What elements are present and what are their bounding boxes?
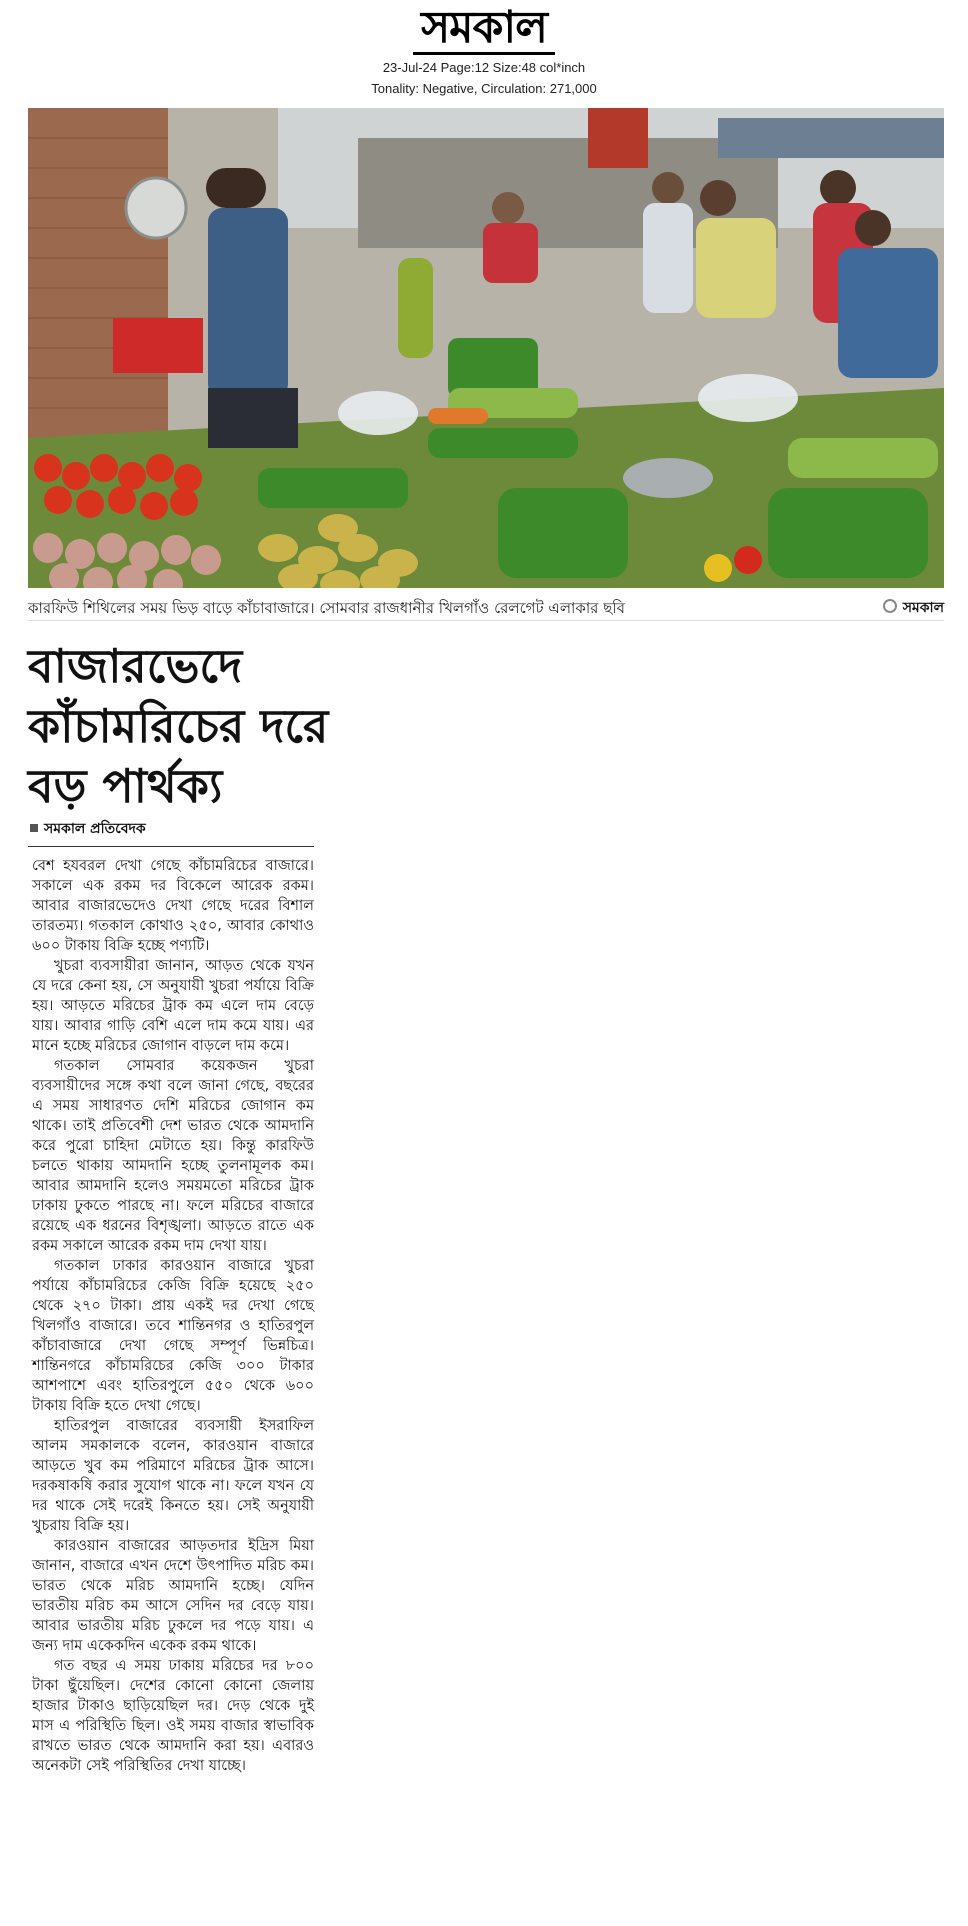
headline	[28, 636, 368, 816]
article-body	[32, 856, 314, 1776]
article-paragraph: খুচরা ব্যবসায়ীরা জানান, আড়ত থেকে যখন যে দরে কেনা হয়, সে অনুযায়ী খুচরা পর্যায়ে বিক্রি হয়। আড়তে মরিচের ট্রাক কম এলে দাম বেড়ে যায়। আবার গাড়ি বেশি এলে দাম কমে যায়। এর মানে হচ্ছে মরিচের জোগান বাড়লে দাম কমে।	[32, 958, 314, 1054]
article-paragraph: গতকাল সোমবার কয়েকজন খুচরা ব্যবসায়ীদের সঙ্গে কথা বলে জানা গেছে, বছরের এ সময় সাধারণত দেশি মরিচের জোগান কম থাকে। তাই প্রতিবেশী দেশ ভারত থেকে আমদানি করে পুরো চাহিদা মেটাতে হয়। কিন্তু কারফিউ চলতে থাকায় আমদানি হচ্ছে তুলনামূলক কম। আবার আমদানি হলেও সময়মতো মরিচের ট্রাক ঢাকায় ঢুকতে পারছে না। ফলে মরিচের বাজারে রয়েছে এক ধরনের বিশৃঙ্খলা। আড়তে রাতে এক রকম সকালে আরেক রকম দাম দেখা যায়।	[32, 1058, 314, 1254]
article-paragraph: বেশ হযবরল দেখা গেছে কাঁচামরিচের বাজারে। সকালে এক রকম দর বিকেলে আরেক রকম। আবার বাজারভেদেও দেখা গেছে দরের বিশাল তারতম্য। গতকাল কোথাও ২৫০, আবার কোথাও ৬০০ টাকায় বিক্রি হচ্ছে পণ্যটি।	[32, 858, 314, 954]
byline-bullet-icon	[30, 824, 38, 832]
photo-credit	[883, 598, 944, 618]
photo-credit-label: সমকাল	[902, 600, 944, 616]
article-paragraph: গত বছর এ সময় ঢাকায় মরিচের দর ৮০০ টাকা ছুঁয়েছিল। দেশের কোনো কোনো জেলায় হাজার টাকাও ছাড়িয়েছিল দর। দেড় থেকে দুই মাস এ পরিস্থিতি ছিল। ওই সময় বাজার স্বাভাবিক রাখতে ভারত থেকে আমদানি করা হয়। এবারও অনেকটা সেই পরিস্থিতির দেখা যাচ্ছে।	[32, 1658, 314, 1774]
photo-caption: কারফিউ শিথিলের সময় ভিড় বাড়ে কাঁচাবাজারে। সোমবার রাজধানীর খিলগাঁও রেলগেট এলাকার ছবি	[28, 599, 625, 617]
article-paragraph: গতকাল ঢাকার কারওয়ান বাজারে খুচরা পর্যায়ে কাঁচামরিচের কেজি বিক্রি হয়েছে ২৫০ থেকে ২৭০ টাকা। প্রায় একই দর দেখা গেছে খিলগাঁও বাজারে। তবে শান্তিনগর ও হাতিরপুল কাঁচাবাজারে দেখা গেছে সম্পূর্ণ ভিন্নচিত্র। শান্তিনগরে কাঁচামরিচের কেজি ৩০০ টাকার আশপাশে এবং হাতিরপুলে ৫৫০ থেকে ৬০০ টাকায় বিক্রি হতে দেখা গেছে।	[32, 1258, 314, 1414]
photo-caption-row	[28, 596, 944, 621]
article-paragraph: হাতিরপুল বাজারের ব্যবসায়ী ইসরাফিল আলম সমকালকে বলেন, কারওয়ান বাজারে আড়তে খুব কম পরিমাণে মরিচের ট্রাক আসে। দরকষাকষি করার সুযোগ থাকে না। ফলে যখন যে দর থাকে সেই দরেই কিনতে হয়। সেই অনুযায়ী খুচরায় বিক্রি হয়।	[32, 1418, 314, 1534]
byline: সমকাল প্রতিবেদক	[44, 821, 146, 837]
masthead	[0, 4, 968, 97]
headline-line-3: বড় পার্থক্য	[28, 759, 223, 813]
clipping-meta-tonality: Tonality: Negative, Circulation: 271,000	[371, 81, 597, 96]
camera-icon	[883, 599, 897, 613]
byline-row	[28, 818, 314, 847]
headline-line-2: কাঁচামরিচের দরে	[28, 699, 329, 753]
article-paragraph: কারওয়ান বাজারের আড়তদার ইদ্রিস মিয়া জানান, বাজারে এখন দেশে উৎপাদিত মরিচ কম। ভারত থেকে মরিচ আমদানি হচ্ছে। যেদিন ভারতীয় মরিচ কম আসে সেদিন দর বেড়ে যায়। আবার ভারতীয় মরিচ ঢুকলে দর পড়ে যায়। এ জন্য দাম একেকদিন একেক রকম থাকে।	[32, 1538, 314, 1654]
clipping-meta-date-page: 23-Jul-24 Page:12 Size:48 col*inch	[382, 60, 586, 75]
newspaper-logo: সমকাল	[413, 4, 555, 55]
headline-line-1: বাজারভেদে	[28, 639, 243, 693]
market-photo	[28, 108, 944, 588]
